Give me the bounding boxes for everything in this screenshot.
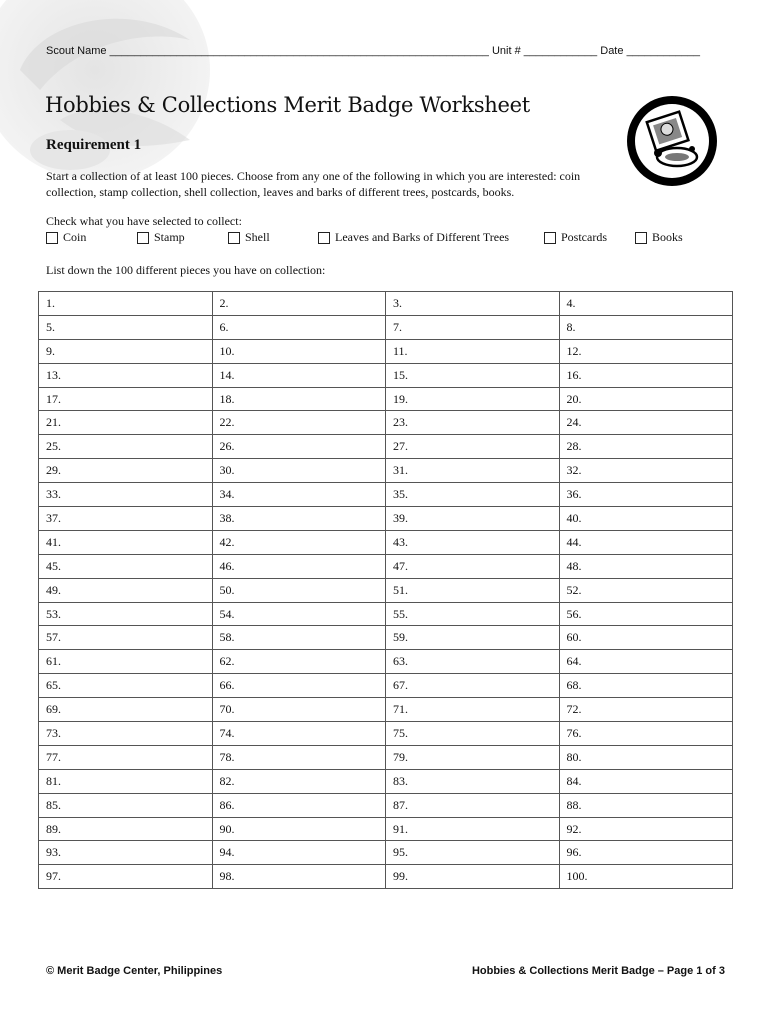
entry-cell[interactable]: 9. [39,339,213,363]
entry-cell[interactable]: 65. [39,674,213,698]
entry-cell[interactable]: 30. [212,459,386,483]
entry-cell[interactable]: 13. [39,363,213,387]
table-row [39,554,733,578]
entry-cell[interactable]: 52. [559,578,733,602]
table-row [39,459,733,483]
table-row [39,387,733,411]
entry-cell[interactable]: 72. [559,698,733,722]
entry-cell[interactable]: 21. [39,411,213,435]
entry-cell[interactable]: 94. [212,841,386,865]
entry-cell[interactable]: 55. [386,602,560,626]
entry-cell[interactable]: 98. [212,865,386,889]
entry-cell[interactable]: 54. [212,602,386,626]
entry-cell[interactable]: 12. [559,339,733,363]
option-label: Coin [63,230,87,244]
hobbies-collections-badge-icon [622,95,722,187]
entry-cell[interactable]: 83. [386,769,560,793]
option-stamp[interactable] [137,230,185,245]
entry-cell[interactable]: 34. [212,483,386,507]
option-books[interactable] [635,230,683,245]
entry-cell[interactable]: 61. [39,650,213,674]
entry-cell[interactable]: 82. [212,769,386,793]
entry-cell[interactable]: 97. [39,865,213,889]
footer-page-info: Hobbies & Collections Merit Badge – Page 1 of 3 [471,965,725,977]
entry-cell[interactable]: 86. [212,793,386,817]
entry-cell[interactable]: 1. [39,292,213,316]
entry-cell[interactable]: 62. [212,650,386,674]
entry-cell[interactable]: 4. [559,292,733,316]
checkbox[interactable] [635,232,647,244]
table-row [39,411,733,435]
entry-cell[interactable]: 71. [386,698,560,722]
entry-cell[interactable]: 68. [559,674,733,698]
entry-cell[interactable]: 45. [39,554,213,578]
entry-cell[interactable]: 50. [212,578,386,602]
table-row [39,698,733,722]
entry-cell[interactable]: 33. [39,483,213,507]
entry-cell[interactable]: 29. [39,459,213,483]
date-label: Date [600,45,624,57]
option-shell[interactable] [228,230,270,245]
option-leaves-barks[interactable] [318,230,509,245]
requirement-text-line: collection, stamp collection, shell collection, leaves and barks of different trees, postcards, books. [46,185,515,199]
entry-cell[interactable]: 75. [386,722,560,746]
entry-cell[interactable]: 96. [559,841,733,865]
entry-cell[interactable]: 93. [39,841,213,865]
entry-cell[interactable]: 22. [212,411,386,435]
option-label: Shell [245,230,270,244]
entry-cell[interactable]: 44. [559,530,733,554]
entry-cell[interactable]: 87. [386,793,560,817]
entry-cell[interactable]: 35. [386,483,560,507]
entry-cell[interactable]: 26. [212,435,386,459]
entry-cell[interactable]: 100. [559,865,733,889]
table-row [39,674,733,698]
entry-cell[interactable]: 31. [386,459,560,483]
table-row [39,722,733,746]
table-row [39,507,733,531]
unit-label: Unit # [491,45,521,57]
option-label: Books [652,230,683,244]
scout-name-field[interactable]: ______________________________________________________________ [109,45,489,57]
entry-cell[interactable]: 48. [559,554,733,578]
entry-cell[interactable]: 19. [386,387,560,411]
checkbox[interactable] [318,232,330,244]
table-row [39,650,733,674]
table-row [39,769,733,793]
entry-cell[interactable]: 15. [386,363,560,387]
entry-cell[interactable]: 70. [212,698,386,722]
entry-cell[interactable]: 7. [386,315,560,339]
option-label: Leaves and Barks of Different Trees [335,230,510,244]
entry-cell[interactable]: 95. [386,841,560,865]
table-row [39,339,733,363]
entry-cell[interactable]: 18. [212,387,386,411]
entry-cell[interactable]: 5. [39,315,213,339]
entry-cell[interactable]: 69. [39,698,213,722]
entry-cell[interactable]: 88. [559,793,733,817]
entry-cell[interactable]: 67. [386,674,560,698]
entry-cell[interactable]: 81. [39,769,213,793]
entry-cell[interactable]: 3. [386,292,560,316]
entry-cell[interactable]: 20. [559,387,733,411]
unit-field[interactable]: ____________ [523,45,598,57]
scout-name-label: Scout Name [46,45,107,57]
entry-cell[interactable]: 10. [212,339,386,363]
table-row [39,745,733,769]
entry-cell[interactable]: 76. [559,722,733,746]
entry-cell[interactable]: 39. [386,507,560,531]
entry-cell[interactable]: 27. [386,435,560,459]
collection-table [38,291,733,889]
entry-cell[interactable]: 11. [386,339,560,363]
entry-cell[interactable]: 53. [39,602,213,626]
entry-cell[interactable]: 46. [212,554,386,578]
entry-cell[interactable]: 90. [212,817,386,841]
table-row [39,435,733,459]
entry-cell[interactable]: 37. [39,507,213,531]
option-label: Postcards [561,230,607,244]
entry-cell[interactable]: 17. [39,387,213,411]
entry-cell[interactable]: 14. [212,363,386,387]
entry-cell[interactable]: 6. [212,315,386,339]
page-title: Hobbies & Collections Merit Badge Worksheet [45,93,530,117]
table-row [39,841,733,865]
entry-cell[interactable]: 28. [559,435,733,459]
entry-cell[interactable]: 60. [559,626,733,650]
entry-cell[interactable]: 66. [212,674,386,698]
table-row [39,626,733,650]
entry-cell[interactable]: 51. [386,578,560,602]
entry-cell[interactable]: 63. [386,650,560,674]
entry-cell[interactable]: 79. [386,745,560,769]
entry-cell[interactable]: 2. [212,292,386,316]
checkbox[interactable] [228,232,240,244]
entry-cell[interactable]: 64. [559,650,733,674]
entry-cell[interactable]: 56. [559,602,733,626]
table-row [39,315,733,339]
entry-cell[interactable]: 42. [212,530,386,554]
entry-cell[interactable]: 80. [559,745,733,769]
table-row [39,865,733,889]
entry-cell[interactable]: 41. [39,530,213,554]
option-label: Stamp [154,230,185,244]
table-row [39,363,733,387]
entry-cell[interactable]: 43. [386,530,560,554]
table-row [39,793,733,817]
requirement-heading: Requirement 1 [46,137,142,153]
entry-cell[interactable]: 36. [559,483,733,507]
entry-cell[interactable]: 78. [212,745,386,769]
entry-cell[interactable]: 99. [386,865,560,889]
entry-cell[interactable]: 74. [212,722,386,746]
entry-cell[interactable]: 84. [559,769,733,793]
entry-cell[interactable]: 58. [212,626,386,650]
table-row [39,817,733,841]
option-postcards[interactable] [544,230,607,245]
entry-cell[interactable]: 47. [386,554,560,578]
checkbox[interactable] [544,232,556,244]
table-row [39,483,733,507]
entry-cell[interactable]: 91. [386,817,560,841]
requirement-text-line: Start a collection of at least 100 pieces. Choose from any one of the following in which you are interested: coin [46,169,581,183]
entry-cell[interactable]: 38. [212,507,386,531]
entry-cell[interactable]: 8. [559,315,733,339]
footer-copyright: © Merit Badge Center, Philippines [46,965,223,977]
entry-cell[interactable]: 23. [386,411,560,435]
table-row [39,578,733,602]
table-row [39,602,733,626]
entry-cell[interactable]: 16. [559,363,733,387]
checkbox[interactable] [137,232,149,244]
entry-cell[interactable]: 40. [559,507,733,531]
entry-cell[interactable]: 89. [39,817,213,841]
entry-cell[interactable]: 73. [39,722,213,746]
entry-cell[interactable]: 92. [559,817,733,841]
check-prompt: Check what you have selected to collect: [46,214,242,228]
date-field[interactable]: ____________ [626,45,700,57]
entry-cell[interactable]: 24. [559,411,733,435]
option-coin[interactable] [46,230,86,245]
header-fields [46,45,726,57]
entry-cell[interactable]: 77. [39,745,213,769]
entry-cell[interactable]: 57. [39,626,213,650]
checkbox[interactable] [46,232,58,244]
list-prompt: List down the 100 different pieces you have on collection: [46,263,326,277]
entry-cell[interactable]: 59. [386,626,560,650]
requirement-text [46,168,616,200]
table-row [39,292,733,316]
entry-cell[interactable]: 85. [39,793,213,817]
entry-cell[interactable]: 32. [559,459,733,483]
table-row [39,530,733,554]
entry-cell[interactable]: 25. [39,435,213,459]
entry-cell[interactable]: 49. [39,578,213,602]
